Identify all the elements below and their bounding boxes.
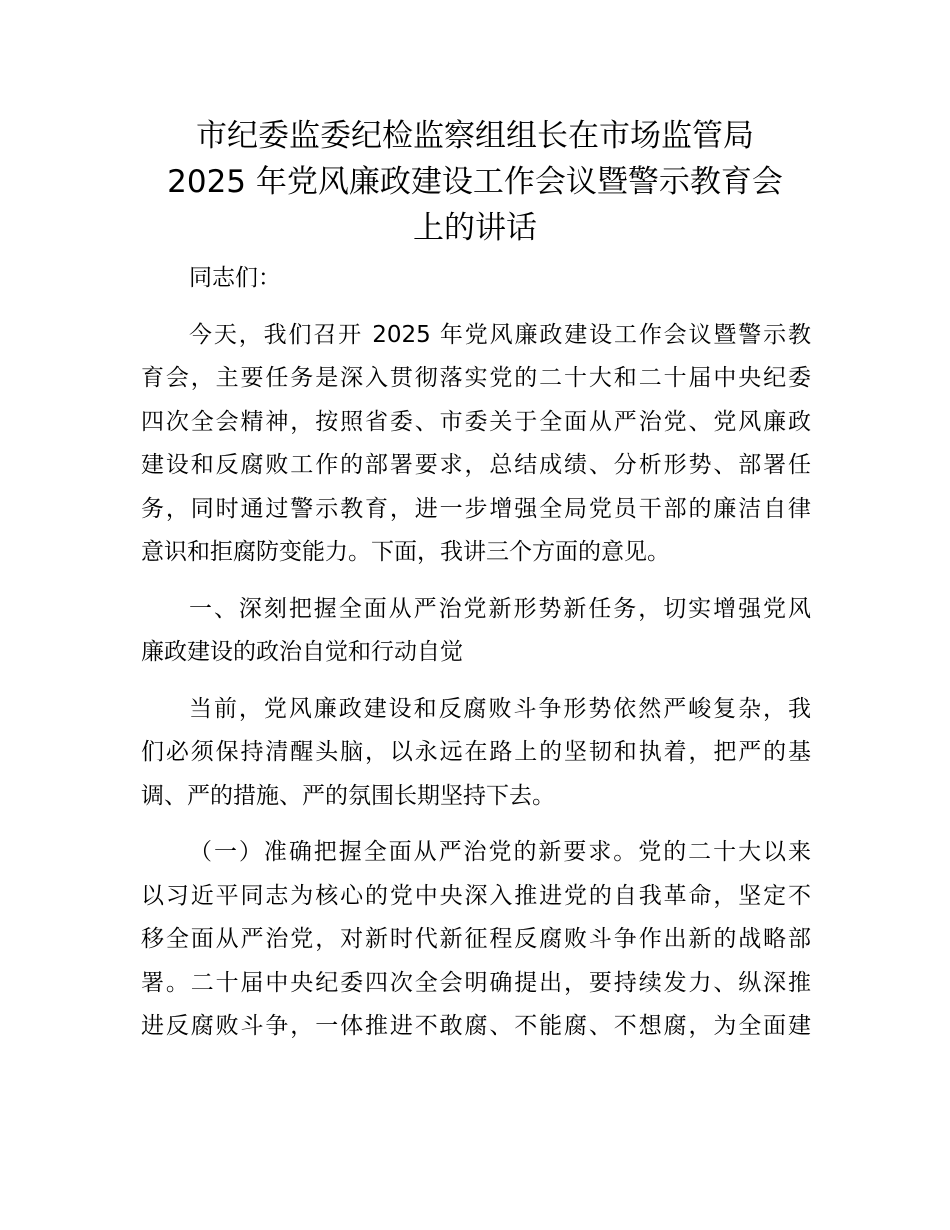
- paragraph-intro: [141, 314, 811, 575]
- text-line: 当前，党风廉政建设和反腐败斗争形势依然严峻复杂，我: [189, 695, 811, 722]
- text-line: 廉政建设的政治自觉和行动自觉: [141, 639, 463, 665]
- title-line-1: 市纪委监委纪检监察组组长在市场监管局: [196, 118, 754, 154]
- salutation: [141, 257, 811, 301]
- paragraph-situation: [141, 688, 811, 819]
- text-line: 调、严的措施、严的氛围长期坚持下去。: [141, 782, 555, 809]
- paragraph-subsection-1: [141, 831, 811, 1049]
- text-line: （一）准确把握全面从严治党的新要求。党的二十大以来: [189, 839, 811, 865]
- section-heading-1: [141, 588, 811, 675]
- text-line: 务，同时通过警示教育，进一步增强全局党员干部的廉洁自律: [141, 495, 811, 522]
- text-line: 今天，我们召开 2025 年党风廉政建设工作会议暨警示教: [189, 321, 811, 348]
- document-body: [141, 257, 811, 1062]
- text-line: 建设和反腐败工作的部署要求，总结成绩、分析形势、部署任: [141, 452, 811, 478]
- text-line: 进反腐败斗争，一体推进不敢腐、不能腐、不想腐，为全面建: [141, 1013, 811, 1039]
- text-line: 以习近平同志为核心的党中央深入推进党的自我革命，坚定不: [141, 882, 811, 909]
- title-line-2: 2025 年党风廉政建设工作会议暨警示教育会: [167, 164, 783, 200]
- text-line: 意识和拒腐防变能力。下面，我讲三个方面的意见。: [141, 539, 670, 565]
- title-line-3: 上的讲话: [413, 210, 537, 246]
- text-line: 们必须保持清醒头脑，以永远在路上的坚韧和执着，把严的基: [141, 739, 811, 765]
- text-line: 一、深刻把握全面从严治党新形势新任务，切实增强党风: [189, 595, 811, 622]
- text-line: 四次全会精神，按照省委、市委关于全面从严治党、党风廉政: [141, 408, 811, 435]
- text-line: 署。二十届中央纪委四次全会明确提出，要持续发力、纵深推: [141, 969, 811, 996]
- text-line: 育会，主要任务是深入贯彻落实党的二十大和二十届中央纪委: [141, 365, 811, 391]
- text-line: 移全面从严治党，对新时代新征程反腐败斗争作出新的战略部: [141, 926, 811, 952]
- document-title: [140, 113, 810, 251]
- text-line: 同志们：: [189, 265, 281, 291]
